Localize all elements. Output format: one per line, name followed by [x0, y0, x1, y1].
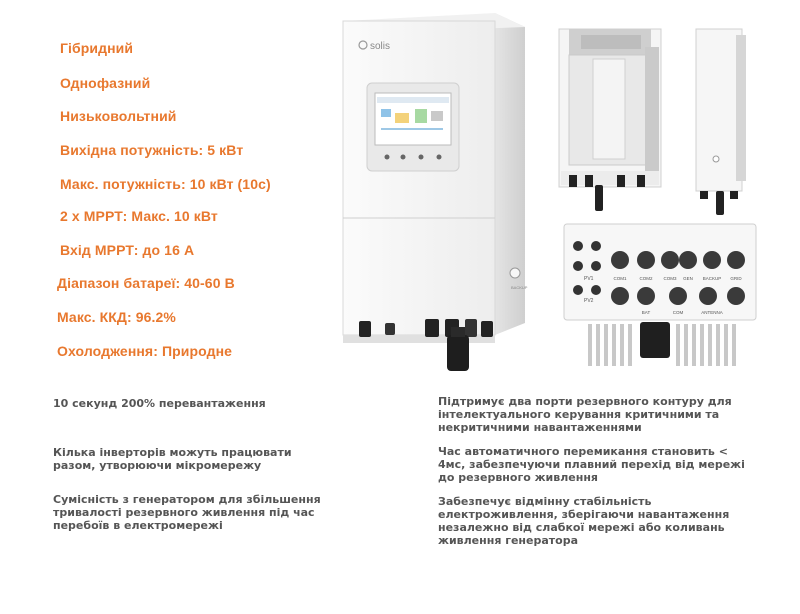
spec-phase: Однофазний: [60, 75, 151, 91]
port-label-com2: COM2: [639, 276, 653, 281]
pv1-label: PV1: [584, 276, 594, 282]
inverter-bottom-image: [560, 220, 760, 370]
port-label-antenna: ANTENNA: [701, 310, 723, 315]
port-label-gen: GEN: [683, 276, 693, 281]
inverter-side-image: [555, 25, 665, 215]
feature-right-3: Забезпечує відмінну стабільність електроживлення, зберігаючи навантаження незалежно від слабкої мережі або коливань живлення генератора: [438, 495, 730, 547]
spec-voltage-class: Низьковольтний: [60, 108, 177, 124]
feature-right-2: Час автоматичного перемикання становить < 4мс, забезпечуючи плавний перехід від мережі до резервного живлення: [438, 445, 745, 484]
feature-left-3: Сумісність з генератором для збільшення тривалості резервного живлення під час перебоїв в електромережі: [53, 493, 321, 532]
spec-mppt: 2 х МРРТ: Макс. 10 кВт: [60, 208, 218, 224]
spec-battery-range: Діапазон батареї: 40-60 В: [57, 275, 235, 291]
spec-mppt-input: Вхід МРРТ: до 16 А: [60, 242, 195, 258]
pv2-label: PV2: [584, 298, 594, 304]
port-label-com3: COM3: [663, 276, 677, 281]
feature-right-1: Підтримує два порти резервного контуру для інтелектуального керування критичними та некритичними навантаженнями: [438, 395, 732, 434]
spec-max-power: Макс. потужність: 10 кВт (10с): [60, 176, 271, 192]
inverter-front-image: [335, 5, 530, 380]
backup-switch-label: BACKUP: [511, 285, 528, 290]
port-label-backup: BACKUP: [702, 276, 722, 281]
spec-cooling: Охолодження: Природне: [57, 343, 233, 359]
port-label-grid: GRID: [730, 276, 742, 281]
port-label-com: COM: [672, 310, 684, 315]
spec-efficiency: Макс. ККД: 96.2%: [57, 309, 176, 325]
inverter-profile-image: [690, 25, 750, 215]
spec-output-power: Вихідна потужність: 5 кВт: [60, 142, 244, 158]
port-label-com1: COM1: [613, 276, 627, 281]
port-label-bat: BAT: [641, 310, 651, 315]
spec-type: Гібридний: [60, 40, 134, 56]
feature-left-1: 10 секунд 200% перевантаження: [53, 397, 266, 410]
feature-left-2: Кілька інверторів можуть працювати разом, утворюючи мікромережу: [53, 446, 292, 472]
brand-logo: solis: [370, 41, 391, 52]
